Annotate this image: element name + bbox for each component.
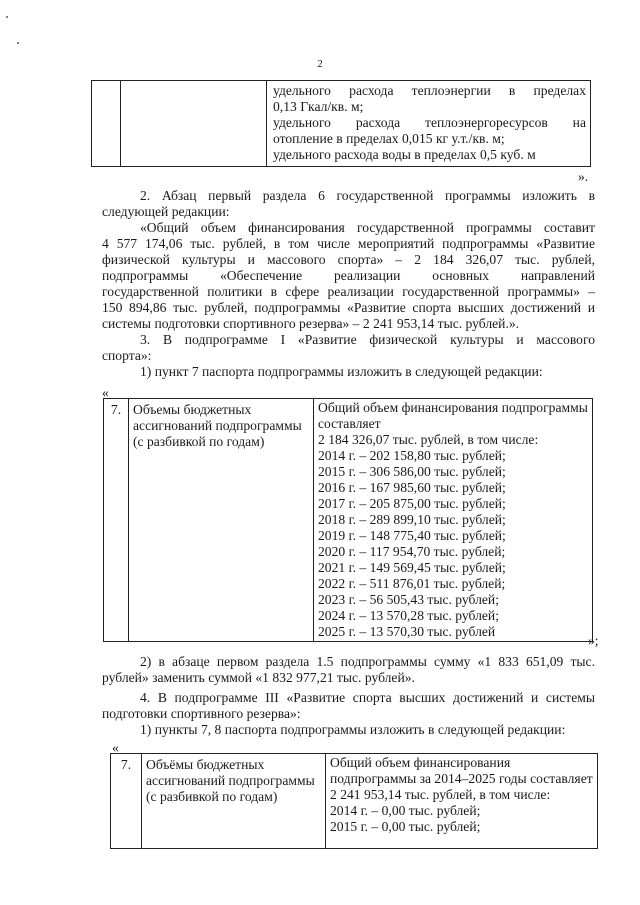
year-line: 2016 г. – 167 985,60 тыс. рублей; [318, 480, 506, 496]
passport-table-item-4 [110, 753, 598, 849]
table-cell-values [326, 754, 598, 849]
text-line: физической культуры и массового спорта» – 2 184 326,07 тыс. рублей, [102, 252, 595, 268]
text-line: 2) в абзаце первом раздела 1.5 подпрограммы сумму «1 833 651,09 тыс. [140, 654, 595, 669]
text-line: 4 577 174,06 тыс. рублей, в том числе мероприятий подпрограммы «Развитие [102, 236, 595, 252]
table-cell-label [129, 399, 314, 642]
text-line: 4. В подпрограмме III «Развитие спорта высших достижений и системы [140, 690, 595, 705]
table-line: 2 241 953,14 тыс. рублей, в том числе: [330, 787, 551, 803]
text-line: подготовки спортивного резерва»: [102, 706, 301, 722]
opening-quote-item-3: « [102, 385, 109, 400]
table-label-text: Объёмы бюджетных ассигнований подпрограммы (с разбивкой по годам) [146, 757, 315, 805]
paragraph-item-3-sub-2 [102, 654, 595, 686]
text-line: системы подготовки спортивного резерва» – 2 241 953,14 тыс. рублей.». [102, 316, 520, 332]
text-line: рублей» заменить суммой «1 832 977,21 тыс. рублей». [102, 670, 415, 686]
year-line: 2020 г. – 117 954,70 тыс. рублей; [318, 544, 506, 560]
year-line: 2023 г. – 56 505,43 тыс. рублей; [318, 592, 499, 608]
year-line: 2017 г. – 205 875,00 тыс. рублей; [318, 496, 506, 512]
top-table-line: удельного расхода воды в пределах 0,5 куб. м [273, 147, 536, 163]
table-label-text: Объемы бюджетных ассигнований подпрограммы (с разбивкой по годам) [133, 402, 302, 450]
table-cell-label [142, 754, 326, 849]
top-table-line: отопление в пределах 0,015 кг у.т./кв. м; [273, 131, 505, 147]
top-table-line: удельного расхода теплоэнергоресурсов на [273, 115, 586, 131]
top-table-cell-num [92, 81, 121, 167]
text-line: «Общий объем финансирования государственной программы составит [140, 220, 595, 236]
year-line: 2025 г. – 13 570,30 тыс. рублей [318, 624, 496, 640]
year-line: 2021 г. – 149 569,45 тыс. рублей; [318, 560, 506, 576]
paragraph-item-4 [102, 690, 595, 738]
text-line: 150 894,86 тыс. рублей, подпрограммы «Развитие спорта высших достижений и [102, 300, 595, 316]
text-line: 2. Абзац первый раздела 6 государственной программы изложить в [140, 188, 595, 203]
opening-quote-item-4: « [112, 740, 119, 755]
year-line: 2022 г. – 511 876,01 тыс. рублей; [318, 576, 506, 592]
text-line: подпрограммы «Обеспечение реализации основных направлений [102, 268, 595, 284]
year-line: 2014 г. – 0,00 тыс. рублей; [330, 803, 481, 819]
passport-table-item-3 [103, 398, 593, 642]
top-table-cell-content [267, 81, 591, 167]
page-number: 2 [317, 58, 323, 70]
top-table-fragment [91, 80, 591, 167]
closing-quote-item-3: »; [588, 633, 599, 648]
year-line: 2015 г. – 0,00 тыс. рублей; [330, 819, 481, 835]
table-cell-num: 7. [111, 754, 142, 849]
table-line: Общий объем финансирования подпрограммы [318, 400, 588, 415]
table-line: подпрограммы за 2014–2025 годы составляет [330, 771, 593, 787]
scan-speck [6, 16, 8, 18]
top-table-cell-label [121, 81, 267, 167]
top-table-line: 0,13 Гкал/кв. м; [273, 99, 364, 115]
year-line: 2024 г. – 13 570,28 тыс. рублей; [318, 608, 499, 624]
text-line: 3. В подпрограмме I «Развитие физической культуры и массового [140, 332, 595, 347]
closing-quote-top: ». [578, 169, 589, 184]
paragraph-item-2 [102, 188, 595, 332]
top-table-line: удельного расхода теплоэнергии в пределах [273, 83, 586, 98]
table-cell-values [314, 399, 593, 642]
table-cell-num: 7. [104, 399, 129, 642]
year-line: 2018 г. – 289 899,10 тыс. рублей; [318, 512, 506, 528]
paragraph-item-3 [102, 332, 595, 380]
year-line: 2015 г. – 306 586,00 тыс. рублей; [318, 464, 506, 480]
text-line: следующей редакции: [102, 204, 230, 220]
text-line: 1) пункт 7 паспорта подпрограммы изложить в следующей редакции: [140, 364, 543, 380]
year-line: 2014 г. – 202 158,80 тыс. рублей; [318, 448, 506, 464]
text-line: государственной политики в сфере реализации государственной программы» – [102, 284, 595, 300]
scan-speck [17, 42, 19, 44]
table-line: Общий объем финансирования [330, 755, 511, 770]
table-line: 2 184 326,07 тыс. рублей, в том числе: [318, 432, 539, 448]
text-line: спорта»: [102, 348, 152, 364]
text-line: 1) пункты 7, 8 паспорта подпрограммы изложить в следующей редакции: [140, 722, 566, 738]
table-line: составляет [318, 416, 381, 432]
year-line: 2019 г. – 148 775,40 тыс. рублей; [318, 528, 506, 544]
